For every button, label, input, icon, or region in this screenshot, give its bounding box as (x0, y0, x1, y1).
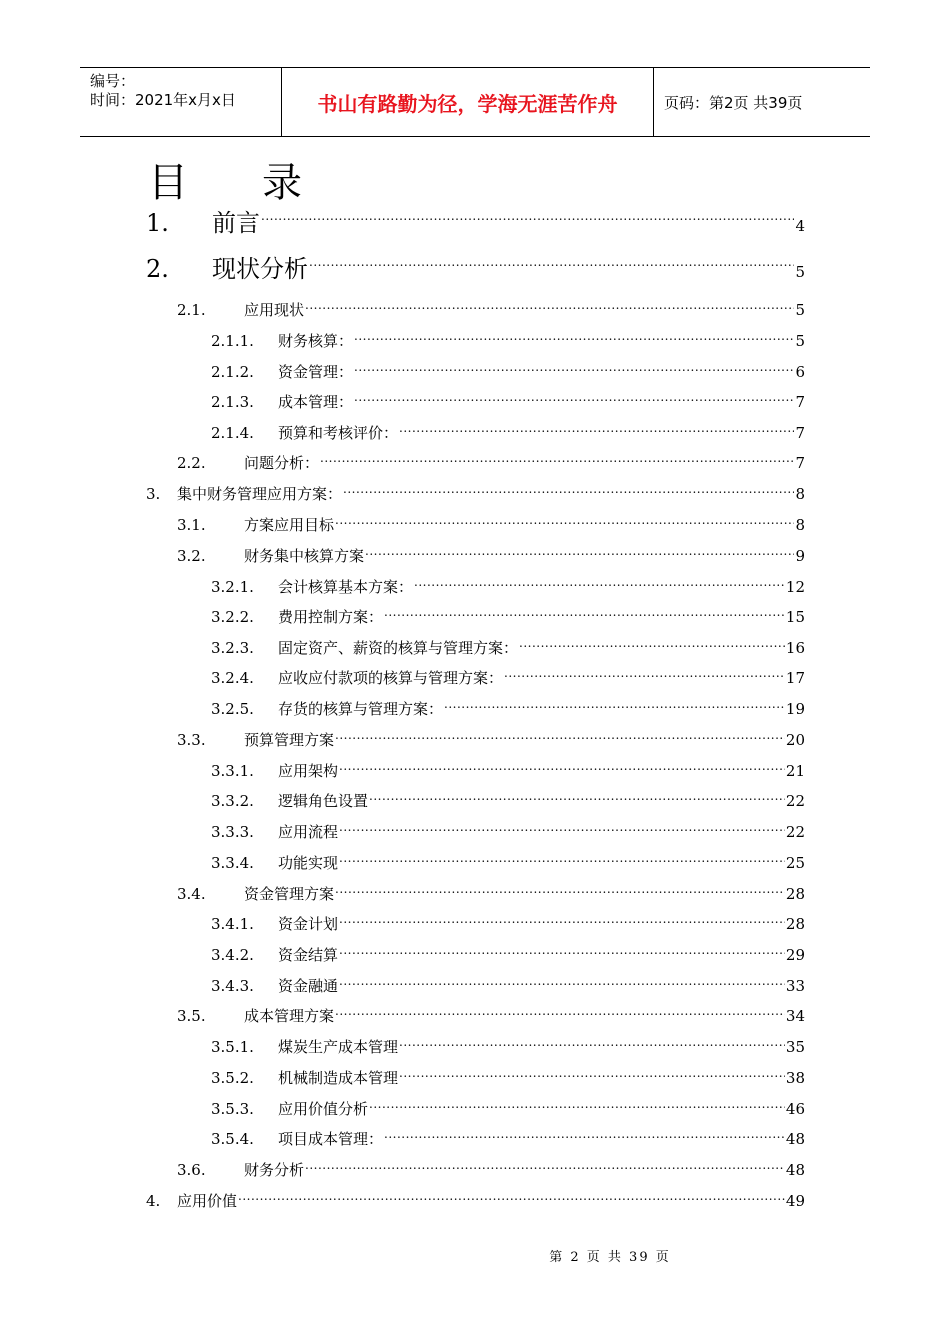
toc-dot-leader (261, 215, 794, 231)
toc-entry-number: 2.1. (177, 301, 206, 319)
toc-entry-page: 6 (795, 363, 805, 381)
toc-entry-number: 2.2. (177, 454, 206, 472)
toc-entry[interactable] (177, 452, 805, 473)
toc-entry-page: 5 (795, 332, 805, 350)
toc-entry[interactable] (211, 422, 805, 443)
toc-dot-leader (335, 514, 794, 530)
toc-dot-leader (339, 760, 785, 776)
toc-entry-page: 19 (785, 700, 805, 718)
toc-entry-number: 3.5.2. (211, 1069, 254, 1087)
toc-entry-label: 预算和考核评价： (278, 424, 399, 442)
toc-dot-leader (339, 944, 785, 960)
toc-entry-label: 成本管理： (278, 393, 354, 411)
header-page-label: 页码：第2页 共39页 (664, 94, 803, 112)
toc-dot-leader (354, 391, 794, 407)
toc-entry-number: 3.2.5. (211, 700, 254, 718)
toc-entry-page: 48 (785, 1161, 805, 1179)
toc-dot-leader (354, 361, 794, 377)
toc-entry-page: 28 (785, 885, 805, 903)
toc-entry-label: 财务核算： (278, 332, 354, 350)
toc-entry-page: 4 (795, 217, 805, 235)
toc-entry-label: 方案应用目标 (244, 516, 335, 534)
toc-entry-number: 1. (146, 209, 169, 237)
toc-entry-page: 9 (795, 547, 805, 565)
toc-entry[interactable] (177, 545, 805, 566)
toc-entry[interactable] (177, 883, 805, 904)
toc-entry[interactable] (211, 667, 805, 688)
toc-entry-label: 预算管理方案 (244, 731, 335, 749)
toc-entry[interactable] (146, 1190, 805, 1211)
toc-entry-page: 5 (795, 301, 805, 319)
toc-entry-page: 49 (785, 1192, 805, 1210)
toc-entry[interactable] (177, 1005, 805, 1026)
toc-entry-label: 会计核算基本方案： (278, 578, 414, 596)
toc-entry-page: 12 (785, 578, 805, 596)
toc-entry[interactable] (211, 790, 805, 811)
toc-entry-page: 35 (785, 1038, 805, 1056)
toc-entry[interactable] (146, 254, 805, 287)
toc-entry-label: 应用价值分析 (278, 1100, 369, 1118)
header-motto: 书山有路勤为径，学海无涯苦作舟 (317, 92, 618, 116)
toc-entry-label: 问题分析： (244, 454, 320, 472)
toc-entry[interactable] (177, 729, 805, 750)
toc-entry-number: 3.2.2. (211, 608, 254, 626)
toc-entry-number: 3.4.2. (211, 946, 254, 964)
toc-entry-label: 应收应付款项的核算与管理方案： (278, 669, 504, 687)
toc-entry-page: 17 (785, 669, 805, 687)
toc-entry-page: 33 (785, 977, 805, 995)
toc-entry-label: 煤炭生产成本管理 (278, 1038, 399, 1056)
toc-entry-number: 3.2.1. (211, 578, 254, 596)
toc-entry-label: 应用流程 (278, 823, 339, 841)
toc-entry-number: 3.6. (177, 1161, 206, 1179)
toc-entry-number: 2.1.2. (211, 363, 254, 381)
toc-entry-number: 3.3. (177, 731, 206, 749)
toc-entry-page: 7 (795, 424, 805, 442)
toc-entry-page: 25 (785, 854, 805, 872)
toc-entry-number: 3.2.4. (211, 669, 254, 687)
toc-dot-leader (305, 299, 794, 315)
time-label: 时间：2021年x月x日 (90, 91, 236, 109)
toc-entry[interactable] (211, 760, 805, 781)
toc-entry[interactable] (211, 361, 805, 382)
toc-entry-label: 资金管理方案 (244, 885, 335, 903)
toc-dot-leader (444, 698, 785, 714)
toc-entry[interactable] (211, 606, 805, 627)
footer-page-number: 第 2 页 共 39 页 (549, 1250, 671, 1265)
toc-entry-label: 资金结算 (278, 946, 339, 964)
toc-dot-leader (504, 667, 785, 683)
toc-title-char: 录 (262, 160, 302, 206)
toc-dot-leader (414, 576, 785, 592)
toc-entry-page: 7 (795, 454, 805, 472)
toc-dot-leader (399, 1036, 785, 1052)
toc-entry-label: 存货的核算与管理方案： (278, 700, 444, 718)
toc-entry[interactable] (211, 391, 805, 412)
toc-entry-label: 财务集中核算方案 (244, 547, 365, 565)
toc-dot-leader (238, 1190, 785, 1206)
toc-entry-page: 38 (785, 1069, 805, 1087)
toc-entry-label: 固定资产、薪资的核算与管理方案： (278, 639, 519, 657)
toc-entry[interactable] (211, 1067, 805, 1088)
toc-entry-label: 集中财务管理应用方案： (177, 485, 343, 503)
toc-entry-label: 机械制造成本管理 (278, 1069, 399, 1087)
toc-entry-number: 3.3.4. (211, 854, 254, 872)
toc-entry-label: 项目成本管理： (278, 1130, 384, 1148)
toc-entry-label: 财务分析 (244, 1161, 305, 1179)
toc-dot-leader (335, 883, 785, 899)
toc-entry[interactable] (177, 299, 805, 320)
toc-dot-leader (339, 852, 785, 868)
toc-entry[interactable] (211, 821, 805, 842)
toc-entry[interactable] (211, 698, 805, 719)
toc-entry-label: 现状分析 (212, 255, 308, 283)
toc-entry-page: 15 (785, 608, 805, 626)
toc-entry-page: 8 (795, 485, 805, 503)
toc-entry[interactable] (211, 944, 805, 965)
toc-entry-page: 22 (785, 792, 805, 810)
toc-entry[interactable] (177, 1159, 805, 1180)
toc-entry[interactable] (211, 637, 805, 658)
toc-dot-leader (519, 637, 785, 653)
toc-entry-number: 3.4.1. (211, 915, 254, 933)
toc-dot-leader (365, 545, 794, 561)
toc-entry-page: 34 (785, 1007, 805, 1025)
toc-dot-leader (384, 606, 785, 622)
toc-entry-label: 前言 (212, 209, 260, 237)
toc-dot-leader (399, 1067, 785, 1083)
toc-entry[interactable] (177, 514, 805, 535)
page-footer (0, 1246, 950, 1265)
serial-label: 编号： (90, 72, 136, 90)
toc-entry-number: 3.4. (177, 885, 206, 903)
toc-dot-leader (369, 790, 785, 806)
toc-entry-page: 29 (785, 946, 805, 964)
toc-dot-leader (384, 1128, 785, 1144)
toc-entry[interactable] (211, 1098, 805, 1119)
toc-entry-label: 功能实现 (278, 854, 339, 872)
toc-entry-label: 成本管理方案 (244, 1007, 335, 1025)
toc-entry[interactable] (211, 1036, 805, 1057)
toc-entry-label: 应用架构 (278, 762, 339, 780)
toc-dot-leader (305, 1159, 785, 1175)
toc-entry-page: 8 (795, 516, 805, 534)
toc-dot-leader (339, 913, 785, 929)
toc-entry-page: 16 (785, 639, 805, 657)
toc-entry-number: 2.1.1. (211, 332, 254, 350)
toc-entry-number: 3.3.3. (211, 823, 254, 841)
toc-entry-page: 46 (785, 1100, 805, 1118)
toc-entry-label: 应用价值 (177, 1192, 238, 1210)
toc-entry-number: 4. (146, 1192, 161, 1210)
toc-entry-page: 5 (795, 263, 805, 281)
toc-title-char: 目 (148, 160, 188, 206)
toc-entry-label: 资金融通 (278, 977, 339, 995)
toc-dot-leader (339, 821, 785, 837)
toc-entry[interactable] (211, 852, 805, 873)
toc-entry[interactable] (211, 975, 805, 996)
toc-entry-number: 3.5.4. (211, 1130, 254, 1148)
toc-dot-leader (335, 1005, 785, 1021)
toc-entry-number: 3. (146, 485, 161, 503)
toc-entry-page: 7 (795, 393, 805, 411)
toc-entry-label: 费用控制方案： (278, 608, 384, 626)
toc-entry-number: 3.4.3. (211, 977, 254, 995)
toc-dot-leader (399, 422, 794, 438)
toc-entry-number: 3.3.1. (211, 762, 254, 780)
toc-entry-number: 3.2.3. (211, 639, 254, 657)
toc-dot-leader (320, 452, 794, 468)
toc-entry-page: 21 (785, 762, 805, 780)
toc-entry-label: 资金管理： (278, 363, 354, 381)
toc-entry-page: 22 (785, 823, 805, 841)
toc-entry-label: 资金计划 (278, 915, 339, 933)
toc-entry[interactable] (146, 208, 805, 241)
toc-entry[interactable] (211, 576, 805, 597)
toc-dot-leader (354, 330, 794, 346)
toc-entry-number: 3.2. (177, 547, 206, 565)
toc-entry-number: 2.1.3. (211, 393, 254, 411)
toc-entry-page: 48 (785, 1130, 805, 1148)
toc-dot-leader (339, 975, 785, 991)
toc-dot-leader (343, 483, 794, 499)
toc-entry-number: 2.1.4. (211, 424, 254, 442)
toc-dot-leader (335, 729, 785, 745)
toc-entry[interactable] (211, 913, 805, 934)
toc-entry-number: 3.5.1. (211, 1038, 254, 1056)
toc-entry-number: 3.1. (177, 516, 206, 534)
toc-entry-page: 20 (785, 731, 805, 749)
toc-entry-label: 逻辑角色设置 (278, 792, 369, 810)
toc-entry[interactable] (211, 1128, 805, 1149)
toc-entry-page: 28 (785, 915, 805, 933)
toc-entry-number: 3.5. (177, 1007, 206, 1025)
toc-entry[interactable] (211, 330, 805, 351)
toc-entry-number: 3.3.2. (211, 792, 254, 810)
toc-dot-leader (309, 261, 794, 277)
toc-entry-number: 2. (146, 255, 169, 283)
toc-entry-label: 应用现状 (244, 301, 305, 319)
toc-entry[interactable] (146, 483, 805, 504)
toc-entry-number: 3.5.3. (211, 1100, 254, 1118)
toc-dot-leader (369, 1098, 785, 1114)
